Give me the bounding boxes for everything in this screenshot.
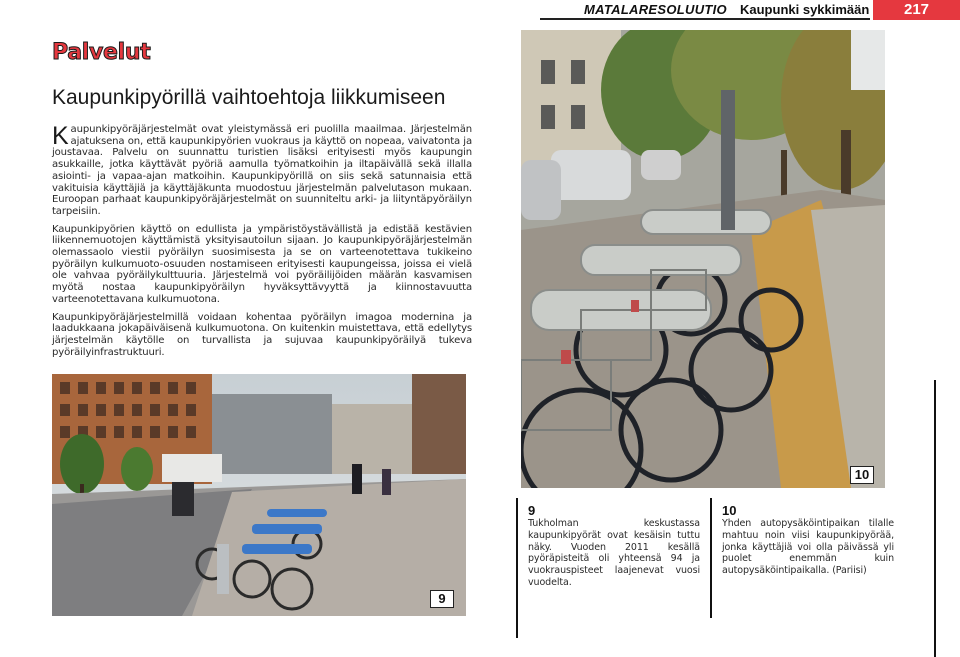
article-body — [52, 124, 472, 364]
header-title: Kaupunki sykkimään — [740, 2, 870, 17]
caption-9-number: 9 — [528, 503, 536, 518]
caption-9-rule — [516, 498, 518, 638]
figure-9-tag: 9 — [430, 590, 454, 608]
paragraph-3: Kaupunkipyöräjärjestelmillä voidaan kohentaa pyöräilyn imagoa modernina ja laadukkaana jokapäiväisenä kulkumuotona. On kuitenkin muistettava, että edellytys järjestelmän käytölle on turvallista ja sujuvaa kaupunkipyöräilyä tukeva pyöräilyinfrastruktuuri. — [52, 311, 472, 358]
paragraph-2: Kaupunkipyörien käyttö on edullista ja ympäristöystävällistä ja edistää kestävien liikennemuotojen käyttämistä yksityisautoilun sijaan. Jo kaupunkipyöräjärjestelmän olemassaolo viestii pyöräilyn suosimisesta ja se on varteenotettava tukikeino pyöräilyn kulkumuoto-osuuden nostamiseen erityisesti kaupungeissa, joissa ei vielä ole vahvaa pyöräilykulttuuria. Järjestelmä voi pyöräilijöiden määrän kasvamisen myötä nostaa kaupunkipyöräilyn hyväksyttävyyttä ja kiinnostavuutta varteenotettavana kulkumuotona. — [52, 223, 472, 305]
caption-10-number: 10 — [722, 503, 737, 518]
header-series: MATALARESOLUUTIO — [584, 2, 727, 17]
caption-10-rule — [710, 498, 712, 618]
caption-10-text: Yhden autopysäköintipaikan tilalle mahtuu noin viisi kaupunkipyörää, jonka käyttäjiä voi olla päivässä yli puolet enemmän kuin autopysäköintipaikalla. (Pariisi) — [722, 518, 894, 577]
page-header — [0, 0, 960, 22]
paragraph-1-text: aupunkipyöräjärjestelmät ovat yleistymässä eri puolilla maailmaa. Järjestelmän ajatuksena on, että kaupunkipyörien vuokraus ja käyttö on nopeaa, vaivatonta ja joustavaa. Palvelu on suunnattu turistien lisäksi erityisesti myös kaupungin asukkaille, jotka käyttävät pyöriä aamulla työmatkoihin ja iltapäivällä sekä illalla asiointi- ja vapaa-ajan matkoihin. Kaupunkipyörillä on siis sekä satunnaisia että vakituisia käyttäjiä ja käyttäjäkunta muodostuu järjestelmän palvelutason mukaan. Euroopan parhaat kaupunkipyöräjärjestelmät on suunniteltu arki- ja liityntäpyöräilyn tarpeisiin. — [52, 124, 472, 217]
figure-10-tag: 10 — [850, 466, 874, 484]
stockholm-city-bikes-photo — [52, 374, 466, 616]
drop-cap: K — [52, 122, 69, 150]
section-title: Palvelut — [52, 40, 151, 65]
page-number: 217 — [903, 1, 930, 18]
figure-10-photo — [521, 30, 885, 488]
paris-velib-bikes-photo — [521, 30, 885, 488]
paragraph-1 — [52, 124, 472, 218]
page-number-box — [873, 0, 960, 20]
page-edge-rule — [934, 380, 936, 657]
figure-9-photo — [52, 374, 466, 616]
article-headline: Kaupunkipyörillä vaihtoehtoja liikkumiseen — [52, 86, 446, 109]
header-rule — [540, 18, 870, 20]
caption-9-text: Tukholman keskustassa kaupunkipyörät ovat kesäisin tuttu näky. Vuoden 2011 kesällä pyöräpisteitä oli yhteensä 94 ja vuokrauspisteet laajenevat vuosi vuodelta. — [528, 518, 700, 588]
